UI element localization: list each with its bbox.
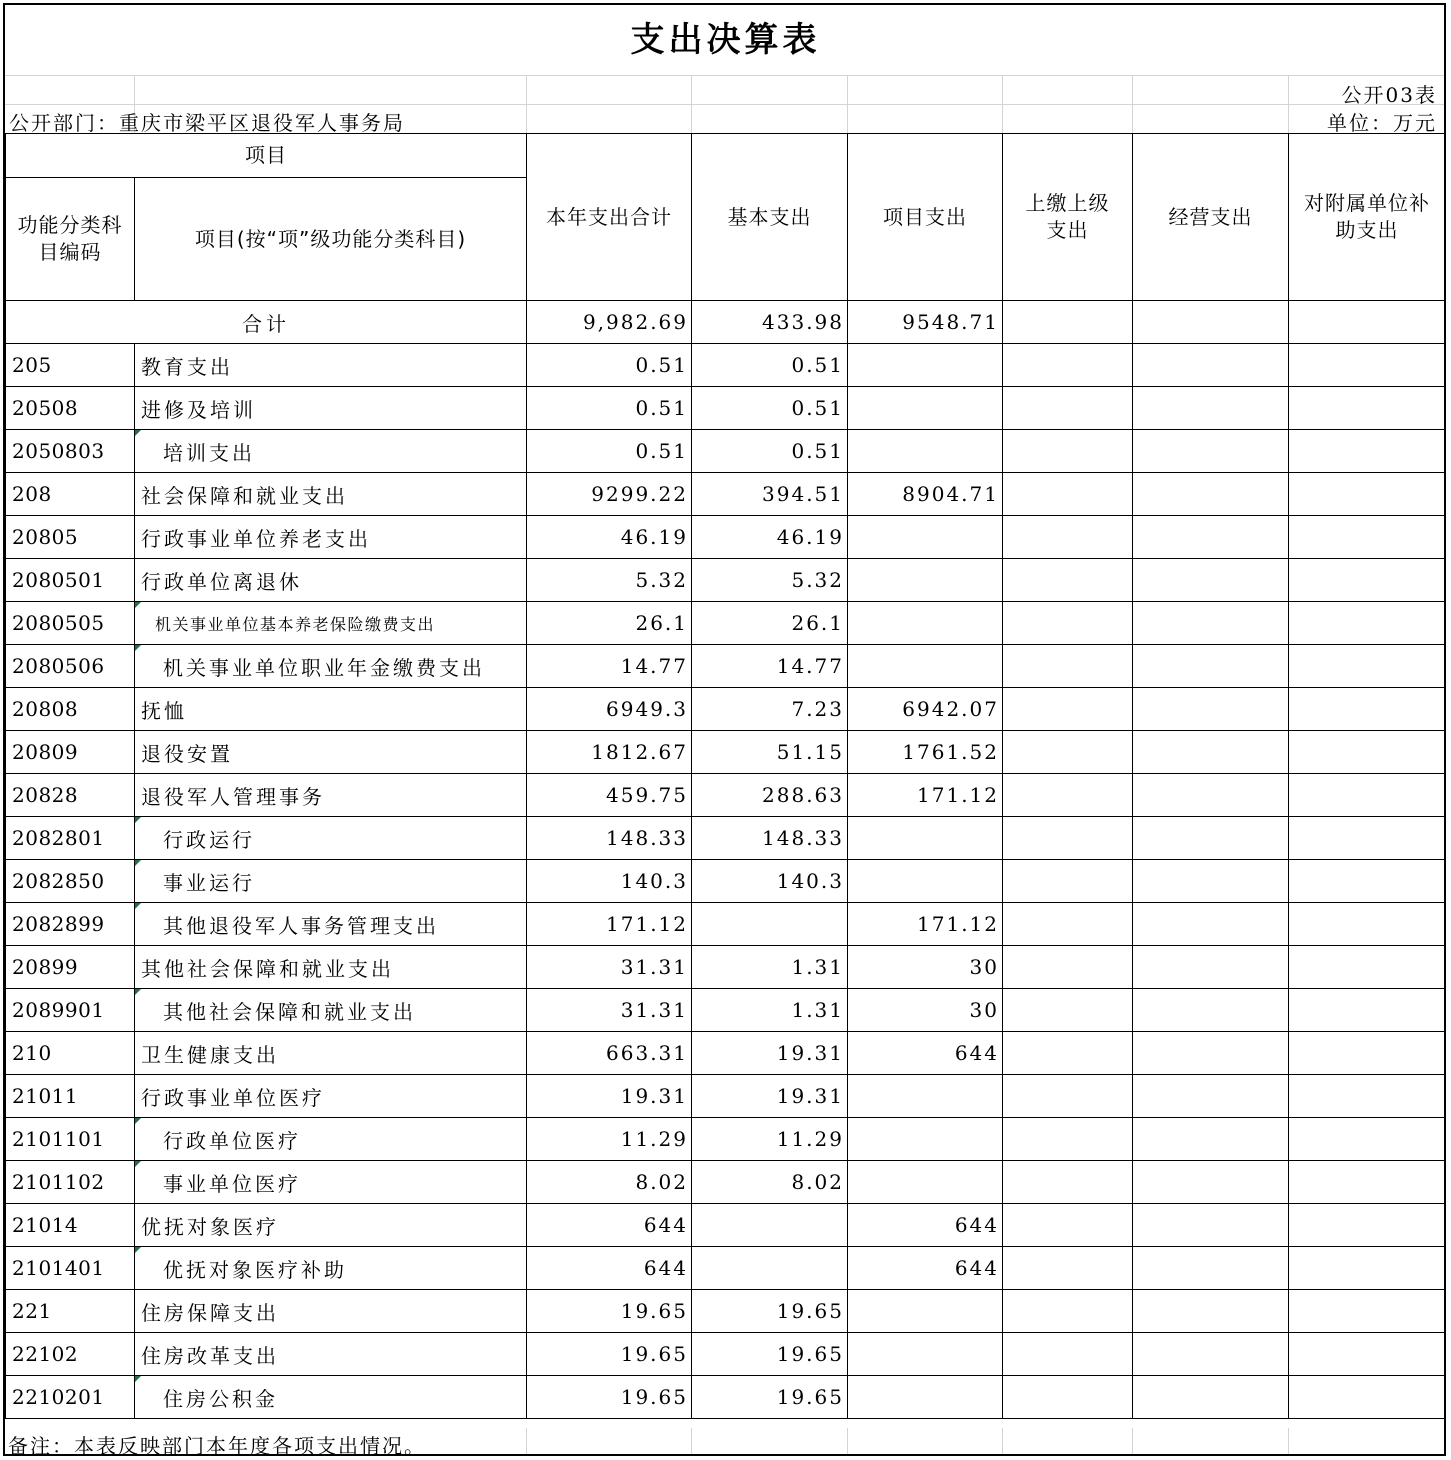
cell-subsidy <box>1289 1118 1446 1161</box>
cell-upper <box>1003 645 1133 688</box>
cell-total: 46.19 <box>527 516 692 559</box>
cell-business <box>1133 1376 1289 1419</box>
cell-upper <box>1003 817 1133 860</box>
cell-name-text: 其他退役军人事务管理支出 <box>163 913 439 938</box>
table-row <box>6 1376 1446 1419</box>
cell-name <box>135 1376 527 1419</box>
total-subsidy <box>1289 301 1446 344</box>
cell-total: 663.31 <box>527 1032 692 1075</box>
cell-code: 2089901 <box>6 989 135 1032</box>
cell-name: 行政事业单位医疗 <box>135 1075 527 1118</box>
cell-subsidy <box>1289 387 1446 430</box>
cell-upper <box>1003 344 1133 387</box>
cell-name: 退役安置 <box>135 731 527 774</box>
cell-code: 2082850 <box>6 860 135 903</box>
cell-code: 2050803 <box>6 430 135 473</box>
cell-note-marker-icon <box>135 903 141 909</box>
cell-business <box>1133 817 1289 860</box>
cell-project: 8904.71 <box>848 473 1003 516</box>
cell-name-text: 住房公积金 <box>163 1386 278 1411</box>
cell-project: 644 <box>848 1247 1003 1290</box>
cell-subsidy <box>1289 516 1446 559</box>
table-row <box>6 688 1446 731</box>
cell-name-text: 行政运行 <box>163 827 255 852</box>
cell-total: 19.65 <box>527 1290 692 1333</box>
table-row <box>6 1032 1446 1075</box>
cell-basic: 19.65 <box>692 1376 848 1419</box>
cell-basic: 288.63 <box>692 774 848 817</box>
cell-total: 19.65 <box>527 1333 692 1376</box>
cell-note-marker-icon <box>135 1161 141 1167</box>
total-upper <box>1003 301 1133 344</box>
cell-total: 1812.67 <box>527 731 692 774</box>
cell-upper <box>1003 430 1133 473</box>
cell-upper <box>1003 1032 1133 1075</box>
cell-upper <box>1003 1376 1133 1419</box>
table-row <box>6 1247 1446 1290</box>
cell-note-marker-icon <box>135 1376 141 1382</box>
cell-total: 5.32 <box>527 559 692 602</box>
cell-basic: 19.31 <box>692 1032 848 1075</box>
table-row <box>6 559 1446 602</box>
total-project: 9548.71 <box>848 301 1003 344</box>
cell-name <box>135 1118 527 1161</box>
table-row <box>6 1075 1446 1118</box>
cell-code: 2080506 <box>6 645 135 688</box>
cell-code: 20808 <box>6 688 135 731</box>
cell-note-marker-icon <box>135 1118 141 1124</box>
cell-total: 148.33 <box>527 817 692 860</box>
cell-name: 住房改革支出 <box>135 1333 527 1376</box>
total-label: 合计 <box>6 301 527 344</box>
cell-basic <box>692 1247 848 1290</box>
cell-upper <box>1003 1161 1133 1204</box>
cell-project: 171.12 <box>848 774 1003 817</box>
cell-subsidy <box>1289 1161 1446 1204</box>
cell-total: 26.1 <box>527 602 692 645</box>
header-code: 功能分类科目编码 <box>6 178 135 301</box>
cell-upper <box>1003 559 1133 602</box>
cell-name <box>135 645 527 688</box>
cell-code: 20828 <box>6 774 135 817</box>
table-row <box>6 817 1446 860</box>
cell-note-marker-icon <box>135 860 141 866</box>
total-basic: 433.98 <box>692 301 848 344</box>
cell-name: 优抚对象医疗 <box>135 1204 527 1247</box>
cell-basic: 7.23 <box>692 688 848 731</box>
cell-business <box>1133 774 1289 817</box>
cell-subsidy <box>1289 1247 1446 1290</box>
cell-upper <box>1003 1333 1133 1376</box>
table-row <box>6 731 1446 774</box>
cell-basic: 1.31 <box>692 946 848 989</box>
cell-code: 22102 <box>6 1333 135 1376</box>
cell-subsidy <box>1289 645 1446 688</box>
cell-project: 30 <box>848 946 1003 989</box>
cell-upper <box>1003 731 1133 774</box>
table-row <box>6 645 1446 688</box>
cell-subsidy <box>1289 430 1446 473</box>
cell-name: 社会保障和就业支出 <box>135 473 527 516</box>
cell-note-marker-icon <box>135 645 141 651</box>
cell-code: 2082899 <box>6 903 135 946</box>
cell-code: 21011 <box>6 1075 135 1118</box>
cell-note-marker-icon <box>135 1247 141 1253</box>
cell-name-text: 行政单位医疗 <box>163 1128 301 1153</box>
cell-subsidy <box>1289 989 1446 1032</box>
cell-upper <box>1003 1204 1133 1247</box>
header-upper: 上缴上级支出 <box>1003 134 1133 301</box>
cell-name-text: 事业单位医疗 <box>163 1171 301 1196</box>
cell-name <box>135 860 527 903</box>
cell-name-text: 机关事业单位职业年金缴费支出 <box>163 655 485 680</box>
cell-project <box>848 860 1003 903</box>
cell-basic: 1.31 <box>692 989 848 1032</box>
cell-project: 644 <box>848 1032 1003 1075</box>
cell-business <box>1133 860 1289 903</box>
header-basic: 基本支出 <box>692 134 848 301</box>
cell-subsidy <box>1289 1204 1446 1247</box>
cell-basic: 19.65 <box>692 1333 848 1376</box>
cell-basic: 140.3 <box>692 860 848 903</box>
cell-project <box>848 817 1003 860</box>
cell-name <box>135 1247 527 1290</box>
cell-name: 进修及培训 <box>135 387 527 430</box>
header-item-group: 项目 <box>6 134 527 178</box>
table-row <box>6 1118 1446 1161</box>
cell-note-marker-icon <box>135 602 141 608</box>
cell-project <box>848 1118 1003 1161</box>
cell-total: 14.77 <box>527 645 692 688</box>
cell-name: 教育支出 <box>135 344 527 387</box>
cell-total: 8.02 <box>527 1161 692 1204</box>
cell-upper <box>1003 1075 1133 1118</box>
table-row <box>6 774 1446 817</box>
cell-total: 644 <box>527 1204 692 1247</box>
cell-name-text: 培训支出 <box>163 440 255 465</box>
cell-basic: 11.29 <box>692 1118 848 1161</box>
cell-name: 行政事业单位养老支出 <box>135 516 527 559</box>
table-row <box>6 387 1446 430</box>
cell-name: 住房保障支出 <box>135 1290 527 1333</box>
cell-business <box>1133 1075 1289 1118</box>
cell-basic: 0.51 <box>692 344 848 387</box>
cell-business <box>1133 1290 1289 1333</box>
cell-basic: 0.51 <box>692 430 848 473</box>
cell-upper <box>1003 387 1133 430</box>
cell-basic: 5.32 <box>692 559 848 602</box>
cell-code: 2080505 <box>6 602 135 645</box>
cell-code: 2082801 <box>6 817 135 860</box>
cell-project: 6942.07 <box>848 688 1003 731</box>
table-row <box>6 903 1446 946</box>
cell-code: 21014 <box>6 1204 135 1247</box>
table-row <box>6 1333 1446 1376</box>
cell-name: 卫生健康支出 <box>135 1032 527 1075</box>
table-row <box>6 1204 1446 1247</box>
cell-total: 0.51 <box>527 430 692 473</box>
cell-subsidy <box>1289 1333 1446 1376</box>
cell-name <box>135 989 527 1032</box>
header-project: 项目支出 <box>848 134 1003 301</box>
expenditure-table <box>5 133 1446 1419</box>
cell-subsidy <box>1289 946 1446 989</box>
cell-code: 2101401 <box>6 1247 135 1290</box>
cell-code: 205 <box>6 344 135 387</box>
table-row <box>6 344 1446 387</box>
cell-business <box>1133 473 1289 516</box>
table-row <box>6 989 1446 1032</box>
page-title: 支出决算表 <box>630 20 821 60</box>
cell-total: 140.3 <box>527 860 692 903</box>
cell-code: 2101101 <box>6 1118 135 1161</box>
header-name: 项目(按“项”级功能分类科目) <box>135 178 527 301</box>
unit-label: 单位：万元 <box>1327 111 1437 135</box>
cell-total: 0.51 <box>527 344 692 387</box>
table-row <box>6 860 1446 903</box>
cell-business <box>1133 344 1289 387</box>
cell-code: 2080501 <box>6 559 135 602</box>
cell-upper <box>1003 473 1133 516</box>
cell-subsidy <box>1289 860 1446 903</box>
total-business <box>1133 301 1289 344</box>
cell-name-text: 机关事业单位基本养老保险缴费支出 <box>155 614 436 634</box>
cell-total: 644 <box>527 1247 692 1290</box>
cell-code: 20805 <box>6 516 135 559</box>
cell-code: 2210201 <box>6 1376 135 1419</box>
cell-subsidy <box>1289 1376 1446 1419</box>
cell-upper <box>1003 774 1133 817</box>
cell-subsidy <box>1289 559 1446 602</box>
cell-project <box>848 1161 1003 1204</box>
table-row <box>6 1161 1446 1204</box>
cell-name <box>135 1161 527 1204</box>
cell-code: 2101102 <box>6 1161 135 1204</box>
cell-project: 171.12 <box>848 903 1003 946</box>
cell-project <box>848 645 1003 688</box>
header-subsidy: 对附属单位补助支出 <box>1289 134 1446 301</box>
cell-upper <box>1003 1118 1133 1161</box>
cell-project: 30 <box>848 989 1003 1032</box>
cell-subsidy <box>1289 473 1446 516</box>
table-row <box>6 602 1446 645</box>
cell-business <box>1133 903 1289 946</box>
cell-name: 抚恤 <box>135 688 527 731</box>
cell-total: 19.31 <box>527 1075 692 1118</box>
table-row <box>6 473 1446 516</box>
cell-upper <box>1003 1290 1133 1333</box>
cell-name-text: 事业运行 <box>163 870 255 895</box>
cell-total: 11.29 <box>527 1118 692 1161</box>
cell-subsidy <box>1289 1075 1446 1118</box>
cell-upper <box>1003 860 1133 903</box>
cell-upper <box>1003 516 1133 559</box>
cell-business <box>1133 989 1289 1032</box>
cell-name <box>135 903 527 946</box>
header-total: 本年支出合计 <box>527 134 692 301</box>
footnote: 备注：本表反映部门本年度各项支出情况。 <box>8 1434 426 1458</box>
cell-code: 20809 <box>6 731 135 774</box>
cell-basic: 26.1 <box>692 602 848 645</box>
cell-name-text: 优抚对象医疗补助 <box>163 1257 347 1282</box>
cell-name: 其他社会保障和就业支出 <box>135 946 527 989</box>
cell-upper <box>1003 1247 1133 1290</box>
header-business: 经营支出 <box>1133 134 1289 301</box>
cell-project <box>848 516 1003 559</box>
table-row <box>6 516 1446 559</box>
cell-name <box>135 602 527 645</box>
cell-project <box>848 559 1003 602</box>
cell-code: 221 <box>6 1290 135 1333</box>
cell-subsidy <box>1289 1032 1446 1075</box>
table-row <box>6 1290 1446 1333</box>
cell-name: 行政单位离退休 <box>135 559 527 602</box>
cell-upper <box>1003 688 1133 731</box>
cell-upper <box>1003 989 1133 1032</box>
cell-project <box>848 602 1003 645</box>
cell-business <box>1133 1032 1289 1075</box>
cell-basic <box>692 903 848 946</box>
cell-upper <box>1003 946 1133 989</box>
cell-basic: 394.51 <box>692 473 848 516</box>
table-number: 公开03表 <box>1341 83 1437 107</box>
cell-name-text: 其他社会保障和就业支出 <box>163 999 416 1024</box>
cell-total: 9299.22 <box>527 473 692 516</box>
cell-basic: 46.19 <box>692 516 848 559</box>
cell-total: 0.51 <box>527 387 692 430</box>
cell-business <box>1133 946 1289 989</box>
cell-total: 459.75 <box>527 774 692 817</box>
cell-total: 31.31 <box>527 946 692 989</box>
cell-upper <box>1003 602 1133 645</box>
cell-note-marker-icon <box>135 817 141 823</box>
cell-subsidy <box>1289 817 1446 860</box>
cell-subsidy <box>1289 903 1446 946</box>
cell-basic: 8.02 <box>692 1161 848 1204</box>
cell-basic: 0.51 <box>692 387 848 430</box>
cell-business <box>1133 731 1289 774</box>
cell-business <box>1133 559 1289 602</box>
cell-project: 1761.52 <box>848 731 1003 774</box>
cell-total: 19.65 <box>527 1376 692 1419</box>
cell-subsidy <box>1289 1290 1446 1333</box>
cell-note-marker-icon <box>135 430 141 436</box>
cell-project <box>848 387 1003 430</box>
cell-business <box>1133 516 1289 559</box>
cell-business <box>1133 1247 1289 1290</box>
cell-subsidy <box>1289 602 1446 645</box>
cell-business <box>1133 602 1289 645</box>
cell-basic: 19.65 <box>692 1290 848 1333</box>
cell-project <box>848 1075 1003 1118</box>
cell-project <box>848 1333 1003 1376</box>
cell-basic: 19.31 <box>692 1075 848 1118</box>
cell-subsidy <box>1289 688 1446 731</box>
cell-subsidy <box>1289 731 1446 774</box>
cell-code: 208 <box>6 473 135 516</box>
cell-project <box>848 1376 1003 1419</box>
cell-business <box>1133 387 1289 430</box>
cell-subsidy <box>1289 774 1446 817</box>
cell-business <box>1133 645 1289 688</box>
department-label: 公开部门：重庆市梁平区退役军人事务局 <box>9 111 405 135</box>
cell-upper <box>1003 903 1133 946</box>
cell-code: 20508 <box>6 387 135 430</box>
table-row <box>6 946 1446 989</box>
cell-name <box>135 817 527 860</box>
cell-project <box>848 430 1003 473</box>
cell-name: 退役军人管理事务 <box>135 774 527 817</box>
cell-code: 210 <box>6 1032 135 1075</box>
cell-name <box>135 430 527 473</box>
cell-project: 644 <box>848 1204 1003 1247</box>
cell-total: 31.31 <box>527 989 692 1032</box>
cell-note-marker-icon <box>135 989 141 995</box>
cell-business <box>1133 1118 1289 1161</box>
cell-total: 6949.3 <box>527 688 692 731</box>
cell-project <box>848 344 1003 387</box>
cell-total: 171.12 <box>527 903 692 946</box>
cell-business <box>1133 1161 1289 1204</box>
cell-business <box>1133 1204 1289 1247</box>
cell-business <box>1133 430 1289 473</box>
cell-business <box>1133 1333 1289 1376</box>
total-row <box>6 301 1446 344</box>
cell-basic: 148.33 <box>692 817 848 860</box>
cell-subsidy <box>1289 344 1446 387</box>
cell-code: 20899 <box>6 946 135 989</box>
total-total: 9,982.69 <box>527 301 692 344</box>
cell-basic: 51.15 <box>692 731 848 774</box>
table-row <box>6 430 1446 473</box>
cell-business <box>1133 688 1289 731</box>
cell-basic: 14.77 <box>692 645 848 688</box>
cell-project <box>848 1290 1003 1333</box>
cell-basic <box>692 1204 848 1247</box>
